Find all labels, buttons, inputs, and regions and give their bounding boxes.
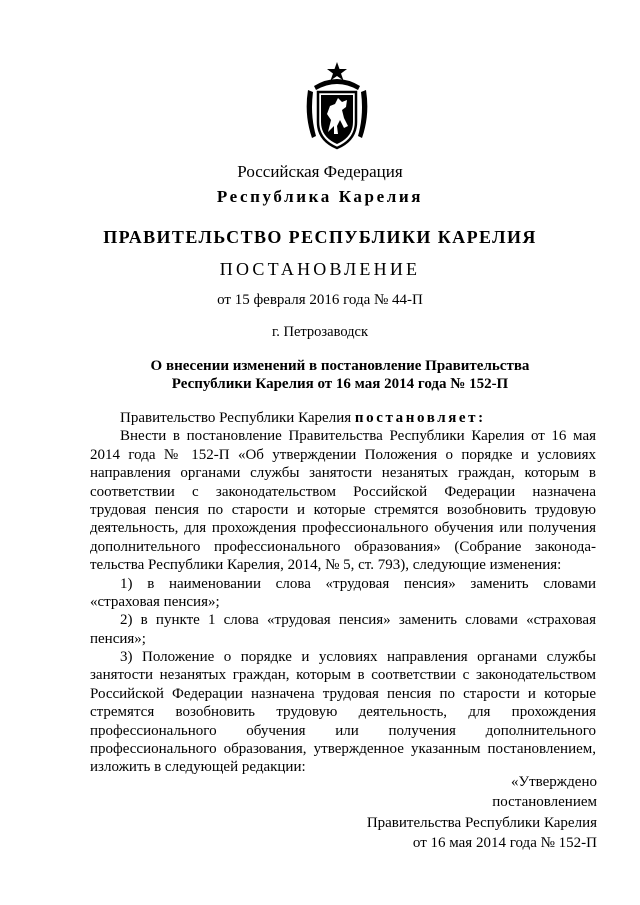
body-line: направления органами службы занятости незанятых граждан, которым в — [90, 465, 596, 482]
body-line: 2) в пункте 1 слова «трудовая пенсия» заменить словами «страховая — [120, 612, 596, 629]
body-line: занятости незанятых граждан, которым в соответствии с законодательством — [90, 667, 596, 684]
approval-line: от 16 мая 2014 года № 152-П — [412, 835, 597, 852]
approval-line: «Утверждено — [510, 774, 597, 790]
government-title: ПРАВИТЕЛЬСТВО РЕСПУБЛИКИ КАРЕЛИЯ — [103, 227, 537, 247]
body-line: профессионального обучения или получения дополнительного — [90, 722, 596, 739]
body-line: Российской Федерации назначена трудовая пенсия по старости и которые — [90, 685, 596, 702]
body-line: стремятся возобновить трудовую деятельность, для прохождения — [90, 704, 596, 721]
body-line: соответствии с законодательством Российской Федерации назначена — [90, 483, 596, 500]
body-line: пенсия»; — [90, 630, 146, 647]
document-type: ПОСТАНОВЛЕНИЕ — [219, 259, 421, 279]
body-line: профессионального образования, утвержденное указанным постановлением, — [90, 741, 596, 758]
body-line: изложить в следующей редакции: — [90, 759, 306, 776]
body-line: деятельность, для прохождения профессионального обучения или получения — [90, 520, 596, 537]
subject-line: Республики Карелия от 16 мая 2014 года № 152-П — [171, 376, 509, 392]
karelia-coat-of-arms-icon — [304, 60, 370, 152]
body-line: 2014 года № 152-П «Об утверждении Положения о порядке и условиях — [90, 446, 596, 463]
intro-text: Правительство Республики Карелия — [120, 410, 355, 426]
approval-line: Правительства Республики Карелия — [366, 814, 597, 831]
body-line: Внести в постановление Правительства Республики Карелия от 16 мая — [120, 428, 596, 445]
approval-line: постановлением — [492, 794, 597, 811]
body-line: «страховая пенсия»; — [90, 593, 220, 610]
decree-verb: постановляет: — [354, 410, 486, 426]
body-line: тельства Республики Карелия, 2014, № 5, ст. 793), следующие изменения: — [90, 557, 562, 574]
subject-line: О внесении изменений в постановление Правительства — [150, 358, 530, 374]
intro-line — [90, 409, 596, 427]
body-line: 3) Положение о порядке и условиях направления органами службы — [120, 649, 596, 666]
approval-block — [367, 772, 597, 854]
body-line: трудовая пенсия по старости и которые стремятся возобновить трудовую — [90, 501, 596, 518]
body-line: 1) в наименовании слова «трудовая пенсия» заменить словами — [120, 575, 596, 592]
document-date-number: от 15 февраля 2016 года № 44-П — [217, 292, 423, 308]
document-body — [90, 409, 596, 777]
body-line: дополнительного профессионального образования» (Собрание законода- — [90, 538, 596, 555]
republic-name: Республика Карелия — [216, 187, 424, 206]
document-city: г. Петрозаводск — [271, 324, 369, 340]
country-name: Российская Федерация — [237, 162, 403, 181]
document-subject — [90, 357, 590, 393]
